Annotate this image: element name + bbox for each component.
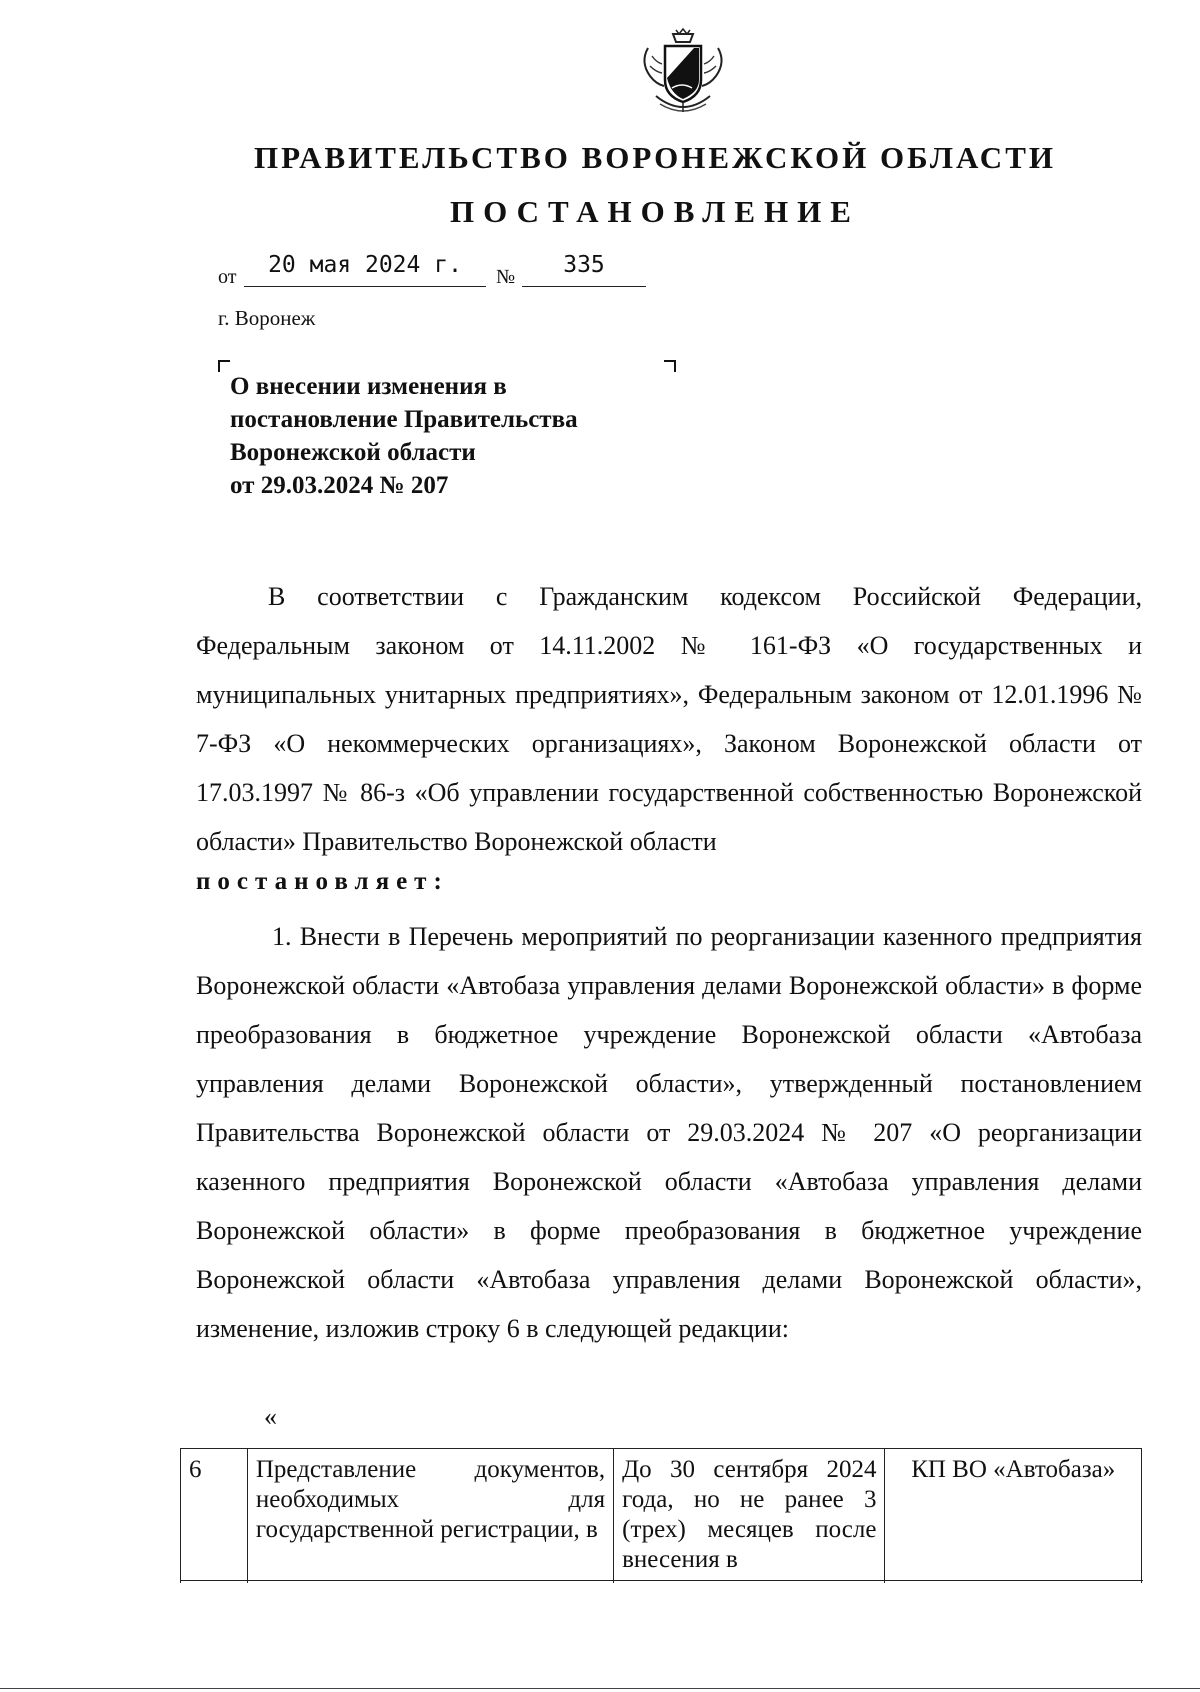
number-prefix: № bbox=[496, 266, 516, 288]
preamble-paragraph: В соответствии с Гражданским кодексом Российской Федерации, Федеральным законом от 14.11.2002 № 161-ФЗ «О государственных и муниципальных унитарных предприятиях», Федеральным законом от 12.01.1996 № 7-ФЗ «О некоммерческих организациях», Законом Воронежской области от 17.03.1997 № 86-з «Об управлении государственной собственностью Воронежской области» Правительство Воронежской области bbox=[196, 582, 1142, 856]
subject-line: постановление Правительства bbox=[230, 406, 578, 433]
table-row bbox=[181, 1449, 1142, 1584]
quote-open-mark: « bbox=[264, 1402, 277, 1431]
row-number-cell: 6 bbox=[181, 1449, 248, 1584]
document-type: ПОСТАНОВЛЕНИЕ bbox=[450, 194, 860, 229]
organization-title: ПРАВИТЕЛЬСТВО ВОРОНЕЖСКОЙ ОБЛАСТИ bbox=[254, 140, 1056, 175]
item-1-paragraph: 1. Внести в Перечень мероприятий по реорганизации казенного предприятия Воронежской области «Автобаза управления делами Воронежской области» в форме преобразования в бюджетное учреждение Воронежской области «Автобаза управления делами Воронежской области», утвержденный постановлением Правительства Воронежской области от 29.03.2024 № 207 «О реорганизации казенного предприятия Воронежской области «Автобаза управления делами Воронежской области» в форме преобразования в бюджетное учреждение Воронежской области «Автобаза управления делами Воронежской области», изменение, изложив строку 6 в следующей редакции: bbox=[196, 922, 1142, 1343]
subject-line: от 29.03.2024 № 207 bbox=[230, 472, 449, 499]
subject-line: О внесении изменения в bbox=[230, 373, 507, 400]
date-prefix: от bbox=[218, 266, 237, 288]
date-field: 20 мая 2024 г. bbox=[244, 250, 486, 287]
amendment-table bbox=[180, 1448, 1142, 1583]
coat-of-arms-icon bbox=[636, 26, 730, 120]
page-bottom-line bbox=[0, 1688, 1200, 1689]
city: г. Воронеж bbox=[218, 306, 316, 330]
corner-mark-left bbox=[218, 360, 230, 372]
decree-word: постановляет: bbox=[196, 868, 449, 895]
responsible-cell: КП ВО «Автобаза» bbox=[885, 1449, 1142, 1584]
number-field: 335 bbox=[522, 250, 646, 287]
document-subject bbox=[230, 370, 670, 502]
table-bottom-border bbox=[180, 1580, 1143, 1581]
deadline-cell: До 30 сентября 2024 года, но не ранее 3 (трех) месяцев после внесения в bbox=[614, 1449, 885, 1584]
subject-line: Воронежской области bbox=[230, 439, 476, 466]
action-cell: Представление документов, необходимых для государственной регистрации, в bbox=[247, 1449, 613, 1584]
